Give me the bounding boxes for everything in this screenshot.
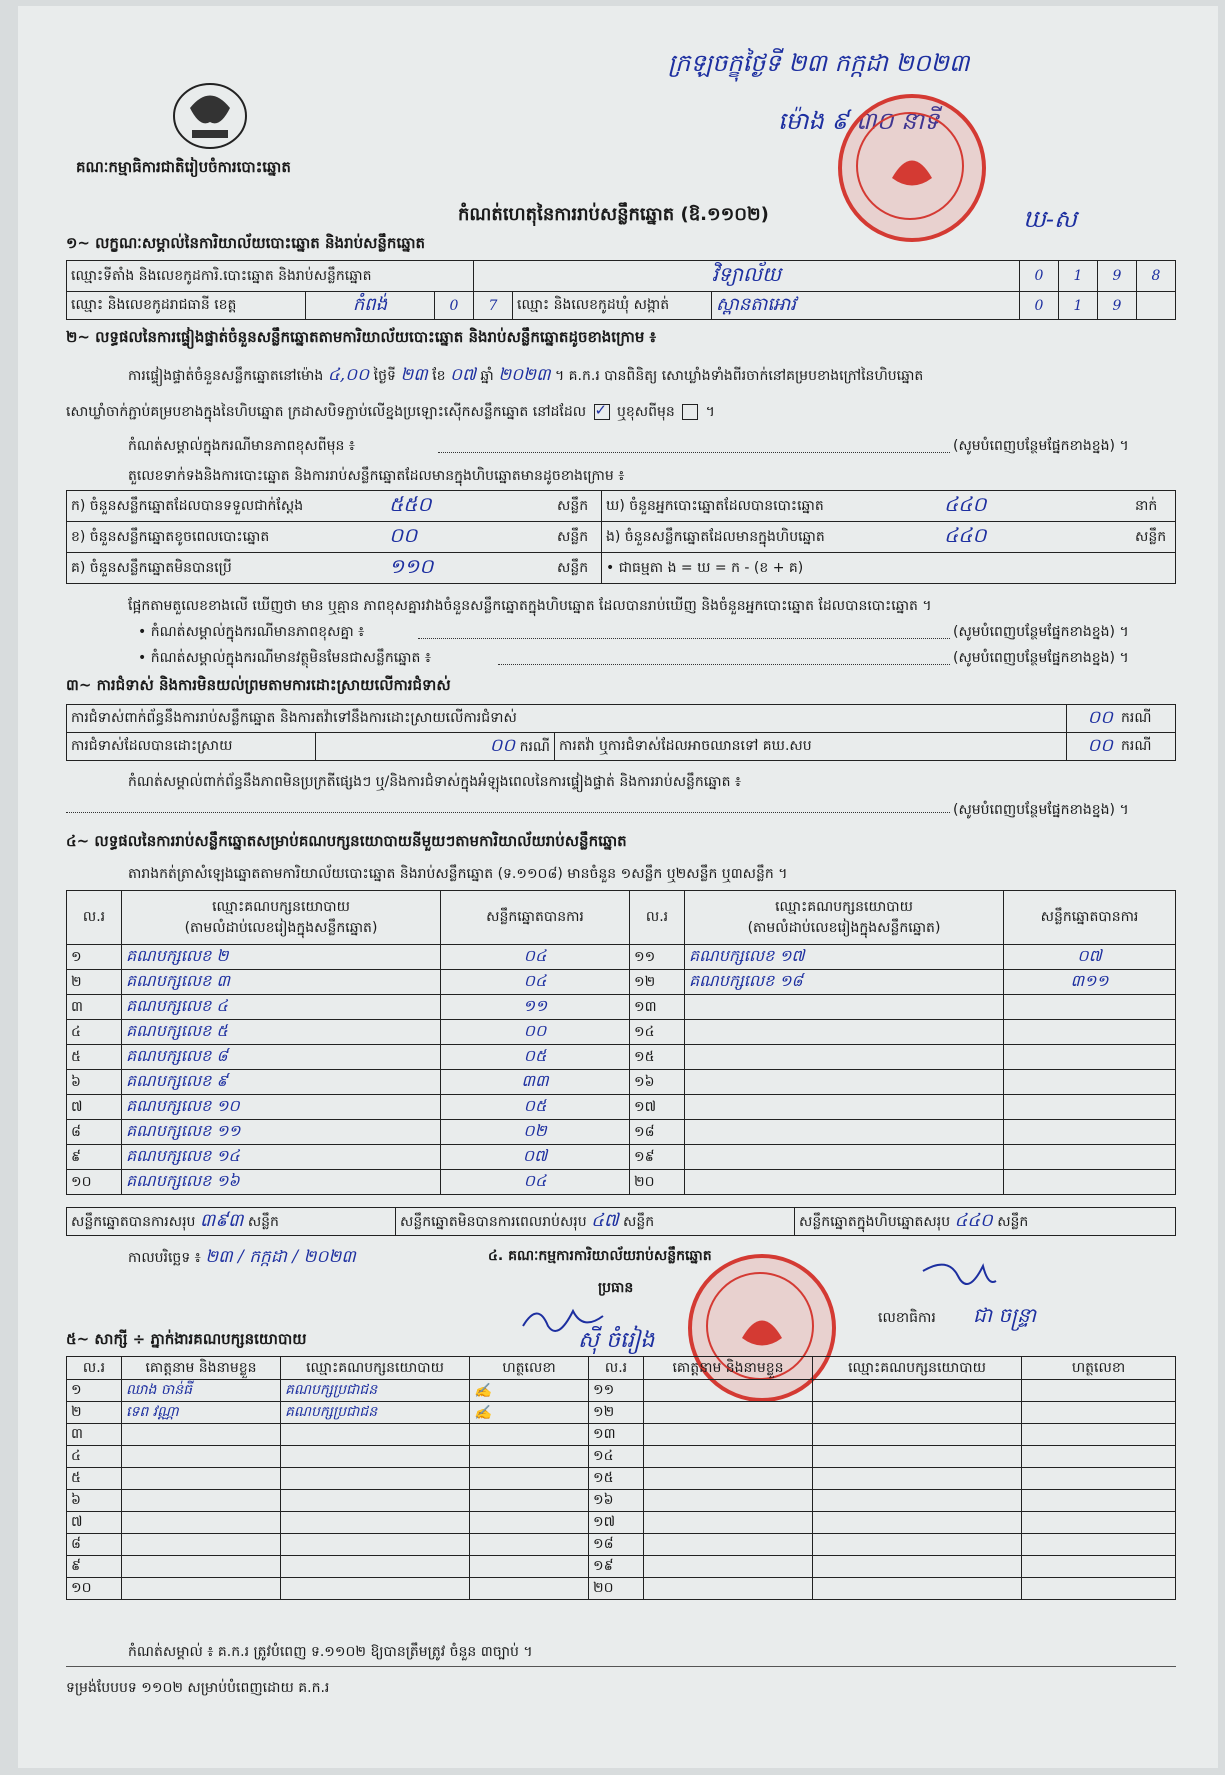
cell-name [644, 1446, 813, 1468]
objection-row2-label: ការជំទាស់ដែលបានដោះស្រាយ [67, 733, 316, 761]
cell-votes: ០៤ [441, 945, 630, 970]
total-box-cell [795, 1208, 1176, 1236]
cell-votes [1004, 1020, 1176, 1045]
total-invalid-cell [396, 1208, 795, 1236]
time-value: ៤,០០ [327, 365, 370, 385]
cell-party: គណបក្សលេខ ១១ [122, 1120, 441, 1145]
table-row [67, 1534, 1176, 1556]
bullet-1: • កំណត់សម្គាល់ក្នុងករណីមានភាពខុសគ្នា ៖ [138, 624, 365, 640]
cell-party [813, 1578, 1022, 1600]
cell-votes: ០៥ [441, 1045, 630, 1070]
cell-party: គណបក្សលេខ ៤ [122, 995, 441, 1020]
station-value: វិទ្យាល័យ [474, 261, 1020, 292]
station-info-table [66, 260, 1176, 320]
section5-title: ៥~ សាក្សី ÷ ភ្នាក់ងារគណបក្សនយោបាយ [66, 1330, 307, 1348]
cell-votes: ០២ [441, 1120, 630, 1145]
table-row [67, 1120, 1176, 1145]
cell-name [644, 1468, 813, 1490]
cell-votes [1004, 1120, 1176, 1145]
cell-sign [470, 1446, 589, 1468]
cell-name [644, 1380, 813, 1402]
unit-case: ករណី [1117, 733, 1176, 761]
cell-sign [1022, 1578, 1176, 1600]
intro-text-2: ។ គ.ក.រ បានពិនិត្យ សោឃ្លាំងទាំងពីរចាក់នៅគម្របខាងក្រៅនៃហិបឆ្នោត [554, 368, 924, 384]
cell-votes: ០៤ [441, 1170, 630, 1195]
cell-party [813, 1556, 1022, 1578]
cell-no: ១ [67, 945, 122, 970]
section2-title: ២~ លទ្ធផលនៃការផ្ទៀងផ្ទាត់ចំនួនសន្លឹកឆ្នោតតាមការិយាល័យបោះឆ្នោត និងរាប់សន្លឹកឆ្នោតដូចខាងក្រោម ៖ [66, 328, 657, 346]
table-row [67, 1145, 1176, 1170]
cell-sign [470, 1578, 589, 1600]
cell-party: គណបក្សលេខ ១៤ [122, 1145, 441, 1170]
fill-hint: (សូមបំពេញបន្ថែមផ្នែកខាងខ្នង) ។ [953, 624, 1129, 640]
cell-no: ១៤ [630, 1020, 685, 1045]
cell-votes: ០៤ [441, 970, 630, 995]
col-party: ឈ្មោះគណបក្សនយោបាយ [281, 1357, 470, 1380]
commune-value: ស្ពានតាអោវ [712, 292, 1020, 320]
secretary-signature [918, 1256, 998, 1310]
cell-no: ៨ [67, 1120, 122, 1145]
results-totals [66, 1207, 1176, 1236]
table-row [67, 1380, 1176, 1402]
table-row [67, 1512, 1176, 1534]
cell-party [685, 1045, 1004, 1070]
day-value: ២៣ [400, 365, 428, 385]
row-d-value: ៤៤០ [940, 491, 1131, 522]
total-invalid-value: ៤៧ [591, 1210, 619, 1231]
province-digit: 7 [474, 292, 513, 320]
table-row [67, 995, 1176, 1020]
cell-no: ១ [67, 1380, 122, 1402]
col-party [685, 891, 1004, 945]
handwritten-note: ក្រឡចក្ខុថ្ងៃទី ២៣ កក្កដា ២០២៣ [668, 49, 970, 77]
col-sign: ហត្ថលេខា [470, 1357, 589, 1380]
cell-sign [470, 1424, 589, 1446]
difference-note-line [438, 452, 950, 453]
unit-sheet: សន្លឹក [997, 1214, 1029, 1230]
fill-hint: (សូមបំពេញបន្ថែមផ្នែកខាងខ្នង) ។ [953, 438, 1129, 454]
station-digit: 1 [1059, 261, 1098, 292]
cell-no: ១៨ [630, 1120, 685, 1145]
intro-text-4: ឬខុសពីមុន [617, 404, 675, 420]
doc-title: កំណត់ហេតុនៃការរាប់សន្លឹកឆ្នោត (ឱ.១១០២) [458, 204, 769, 225]
date-value: ២៣ / កក្កដា / ២០២៣ [205, 1247, 356, 1267]
row-b-value: ០០ [385, 522, 553, 553]
cell-no: ៧ [67, 1095, 122, 1120]
cell-sign [470, 1512, 589, 1534]
cell-party: គណបក្សលេខ ១០ [122, 1095, 441, 1120]
cell-name [644, 1534, 813, 1556]
cell-no: ១៣ [589, 1424, 644, 1446]
section3-title: ៣~ ការជំទាស់ និងការមិនយល់ព្រមតាមការដោះស្រាយលើការជំទាស់ [66, 676, 451, 694]
official-stamp-top [838, 94, 986, 242]
different-checkbox[interactable] [682, 404, 698, 420]
total-valid-label: សន្លឹកឆ្នោតបានការសរុប [71, 1214, 196, 1230]
province-label: ឈ្មោះ និងលេខកូដរាជធានី ខេត្ត [67, 292, 306, 320]
cell-party [813, 1490, 1022, 1512]
objection-row2b-label: ការតវ៉ា ឬការជំទាស់ដែលអាចឈានទៅ គឃ.សប [555, 733, 1067, 761]
cell-name [122, 1446, 281, 1468]
cell-party: គណបក្សលេខ ១៨ [685, 970, 1004, 995]
cell-name [122, 1490, 281, 1512]
cell-party [813, 1534, 1022, 1556]
cell-party: គណបក្សលេខ ៥ [122, 1020, 441, 1045]
bullet-2: • កំណត់សម្គាល់ក្នុងករណីមានវត្ថុមិនមែនជាសន្លឹកឆ្នោត ៖ [138, 650, 431, 666]
row-b-label: ខ) ចំនួនសន្លឹកឆ្នោតខូចពេលបោះឆ្នោត [67, 522, 386, 553]
cell-party [813, 1380, 1022, 1402]
cell-party [281, 1490, 470, 1512]
cell-sign [1022, 1468, 1176, 1490]
cell-name [122, 1534, 281, 1556]
total-box-label: សន្លឹកឆ្នោតក្នុងហិបឆ្នោតសរុប [799, 1214, 951, 1230]
row-a-label: ក) ចំនួនសន្លឹកឆ្នោតដែលបានទទួលជាក់ស្តែង [67, 491, 386, 522]
col-party-sub: (តាមលំដាប់លេខរៀងក្នុងសន្លឹកឆ្នោត) [184, 919, 378, 936]
org-name: គណៈកម្មាធិការជាតិរៀបចំការបោះឆ្នោត [76, 158, 291, 176]
col-name: គោត្តនាម និងនាមខ្លួន [644, 1357, 813, 1380]
cell-party [813, 1468, 1022, 1490]
cell-no: ២ [67, 1402, 122, 1424]
cell-party: គណបក្សប្រជាជន [281, 1402, 470, 1424]
station-digit: 9 [1098, 261, 1137, 292]
cell-votes [1004, 1095, 1176, 1120]
cell-no: ៦ [67, 1070, 122, 1095]
cell-sign [470, 1556, 589, 1578]
col-votes: សន្លឹកឆ្នោតបានការ [441, 891, 630, 945]
unit-sheet: សន្លឹក [553, 522, 602, 553]
cell-no: ១៦ [589, 1490, 644, 1512]
cell-no: ១៩ [630, 1145, 685, 1170]
total-invalid-label: សន្លឹកឆ្នោតមិនបានការពេលរាប់សរុប [400, 1214, 587, 1230]
cell-party [685, 1070, 1004, 1095]
col-party [122, 891, 441, 945]
cell-name [122, 1424, 281, 1446]
table-row [67, 1578, 1176, 1600]
station-digit: 0 [1020, 261, 1059, 292]
check-line: ផ្អែកតាមតួលេខខាងលើ ឃើញថា មាន ឬគ្មាន ភាពខុសគ្នារវាងចំនួនសន្លឹកឆ្នោតក្នុងហិបឆ្នោត ដែលបានរាប់ឃើញ និងចំនួនអ្នកបោះឆ្នោត ដែលបានបោះឆ្នោត ។ [128, 598, 932, 614]
row-e-value: ៤៤០ [940, 522, 1131, 553]
cell-party [281, 1446, 470, 1468]
cell-sign: ✍ [470, 1380, 589, 1402]
cell-votes [1004, 1170, 1176, 1195]
table-row [67, 970, 1176, 995]
cell-party: គណបក្សប្រជាជន [281, 1380, 470, 1402]
col-votes: សន្លឹកឆ្នោតបានការ [1004, 891, 1176, 945]
cell-name [644, 1578, 813, 1600]
intro-text-3: សោឃ្លាំចាក់ភ្ជាប់គម្របខាងក្នុងនៃហិបឆ្នោត ក្រដាសបិទភ្ជាប់លើខ្នងប្រឡោះស៊ើកសន្លឹកឆ្នោត នៅដដែល [66, 404, 587, 420]
cell-party [685, 995, 1004, 1020]
cell-party [281, 1534, 470, 1556]
objection-row1-value: ០០ [1066, 705, 1117, 733]
cell-party [685, 1145, 1004, 1170]
cell-no: ៥ [67, 1045, 122, 1070]
cell-votes: ០៧ [1004, 945, 1176, 970]
row-e-label: ង) ចំនួនសន្លឹកឆ្នោតដែលមានក្នុងហិបឆ្នោត [602, 522, 941, 553]
section4-title: ៤~ លទ្ធផលនៃការរាប់សន្លឹកឆ្នោតសម្រាប់គណបក្សនយោបាយនីមួយៗតាមការិយាល័យរាប់សន្លឹកឆ្នោត [66, 832, 627, 850]
objection-row2-cell [316, 733, 555, 761]
cell-party: គណបក្សលេខ ២ [122, 945, 441, 970]
unit-sheet: សន្លឹក [553, 491, 602, 522]
witness-table [66, 1356, 1176, 1600]
col-party: ឈ្មោះគណបក្សនយោបាយ [813, 1357, 1022, 1380]
formula: • ជាធម្មតា ង = ឃ = ក - (ខ + គ) [602, 553, 1176, 584]
objection-row1-label: ការជំទាស់ពាក់ព័ន្ធនឹងការរាប់សន្លឹកឆ្នោត និងការតវ៉ាទៅនឹងការដោះស្រាយលើការជំទាស់ [67, 705, 1067, 733]
cell-party: គណបក្សលេខ ១៧ [685, 945, 1004, 970]
cell-party [281, 1578, 470, 1600]
col-sign: ហត្ថលេខា [1022, 1357, 1176, 1380]
commune-digit: 1 [1059, 292, 1098, 320]
cell-sign [1022, 1556, 1176, 1578]
cell-party: គណបក្សលេខ ៨ [122, 1045, 441, 1070]
handwritten-note-2: ម៉ោង ៩ ៣០ នាទី [778, 107, 940, 135]
unit-case: ករណី [1117, 705, 1176, 733]
cell-party [281, 1512, 470, 1534]
col-party-sub: (តាមលំដាប់លេខរៀងក្នុងសន្លឹកឆ្នោត) [747, 919, 941, 936]
cell-no: ៧ [67, 1512, 122, 1534]
cell-votes: ០៧ [441, 1145, 630, 1170]
cell-party [813, 1512, 1022, 1534]
bullet-2-line [498, 664, 950, 665]
cell-no: ១៩ [589, 1556, 644, 1578]
unit-sheet: សន្លឹក [247, 1214, 279, 1230]
objection-row2-value: ០០ [489, 735, 516, 756]
cell-sign [1022, 1534, 1176, 1556]
row-c-value: ១១០ [385, 553, 553, 584]
cell-no: ១២ [630, 970, 685, 995]
cell-no: ១១ [589, 1380, 644, 1402]
cell-no: ១៧ [589, 1512, 644, 1534]
cell-no: ៣ [67, 995, 122, 1020]
cell-no: ១៧ [630, 1095, 685, 1120]
section4-sub: តារាងកត់ត្រាសំឡេងឆ្នោតតាមការិយាល័យបោះឆ្នោត និងរាប់សន្លឹកឆ្នោត (ទ.១១០៨) មានចំនួន ១សន្លឹក ឬ២សន្លឹក ឬ៣សន្លឹក ។ [128, 866, 788, 882]
col-name: គោត្តនាម និងនាមខ្លួន [122, 1357, 281, 1380]
table-row [67, 1045, 1176, 1070]
chair-signature [518, 1296, 608, 1350]
table-row [67, 1424, 1176, 1446]
section1-title: ១~ លក្ខណៈសម្គាល់នៃការិយាល័យបោះឆ្នោត និងរាប់សន្លឹកឆ្នោត [66, 234, 426, 252]
cell-votes: ១១ [441, 995, 630, 1020]
section3-note: កំណត់សម្គាល់ពាក់ព័ន្ធនឹងភាពមិនប្រក្រតីផ្សេងៗ ឬ/និងការជំទាស់ក្នុងអំឡុងពេលនៃការផ្ទៀងផ្ទាត់ និងការរាប់សន្លឹកឆ្នោត ៖ [128, 774, 742, 790]
unit-sheet: សន្លឹក [1131, 522, 1176, 553]
cell-party [281, 1424, 470, 1446]
commune-digit: 9 [1098, 292, 1137, 320]
unit-sheet: សន្លឹក [623, 1214, 655, 1230]
cell-no: ១៥ [630, 1045, 685, 1070]
cell-no: ៤ [67, 1020, 122, 1045]
count-intro: តួលេខទាក់ទងនិងការបោះឆ្នោត និងការរាប់សន្លឹកឆ្នោតដែលមានក្នុងហិបឆ្នោតមានដូចខាងក្រោម ៖ [128, 468, 625, 484]
col-no: ល.រ [67, 891, 122, 945]
count-table [66, 490, 1176, 584]
cell-no: ១៨ [589, 1534, 644, 1556]
total-box-value: ៤៤០ [954, 1210, 993, 1231]
unit-person: នាក់ [1131, 491, 1176, 522]
cell-no: ១០ [67, 1170, 122, 1195]
cell-sign [470, 1490, 589, 1512]
cell-name: ឈាង ចាន់ធី [122, 1380, 281, 1402]
cell-votes: ៣១១ [1004, 970, 1176, 995]
commission-label: ៤. គណៈកម្មការការិយាល័យរាប់សន្លឹកឆ្នោត [488, 1248, 712, 1264]
total-valid-value: ៣៩៣ [199, 1210, 244, 1231]
cell-votes [1004, 1145, 1176, 1170]
table-row [67, 1095, 1176, 1120]
cell-party [281, 1468, 470, 1490]
chair-name: ស៊ី ចំរៀង [578, 1328, 655, 1353]
col-party-title: ឈ្មោះគណបក្សនយោបាយ [775, 898, 913, 915]
chair-label: ប្រធាន [598, 1280, 634, 1296]
cell-votes [1004, 1070, 1176, 1095]
section3-note-line [66, 812, 950, 813]
secretary-name: ជា ចន្ទ្រា [973, 1303, 1037, 1327]
intro-month: ខែ [432, 368, 446, 384]
month-value: ០៧ [449, 365, 476, 385]
results-table [66, 890, 1176, 1195]
cell-party [813, 1402, 1022, 1424]
cell-sign [1022, 1424, 1176, 1446]
section2-intro-line1 [128, 364, 923, 389]
cell-no: ៥ [67, 1468, 122, 1490]
fill-hint: (សូមបំពេញបន្ថែមផ្នែកខាងខ្នង) ។ [953, 802, 1129, 818]
row-d-label: ឃ) ចំនួនអ្នកបោះឆ្នោតដែលបានបោះឆ្នោត [602, 491, 941, 522]
year-value: ២០២៣ [498, 365, 551, 385]
cell-no: ១៦ [630, 1070, 685, 1095]
cell-no: ២០ [589, 1578, 644, 1600]
table-row [67, 1556, 1176, 1578]
cell-no: ៤ [67, 1446, 122, 1468]
nec-logo [170, 78, 250, 154]
intro-day: ថ្ងៃទី [373, 368, 396, 384]
station-label: ឈ្មោះទីតាំង និងលេខកូដការិ.បោះឆ្នោត និងរាប់សន្លឹកឆ្នោត [67, 261, 474, 292]
cell-sign [1022, 1490, 1176, 1512]
station-digit: 8 [1137, 261, 1176, 292]
cell-name: ទេព វណ្ណា [122, 1402, 281, 1424]
cell-no: ៩ [67, 1145, 122, 1170]
col-no: ល.រ [589, 1357, 644, 1380]
row-c-label: គ) ចំនួនសន្លឹកឆ្នោតមិនបានប្រើ [67, 553, 386, 584]
cell-party [281, 1556, 470, 1578]
cell-votes: ០០ [441, 1020, 630, 1045]
table-row [67, 1402, 1176, 1424]
election-form-page [18, 6, 1218, 1768]
cell-party [813, 1424, 1022, 1446]
cell-votes: ០៥ [441, 1095, 630, 1120]
col-party-title: ឈ្មោះគណបក្សនយោបាយ [212, 898, 350, 915]
cell-sign [1022, 1446, 1176, 1468]
cell-name [644, 1490, 813, 1512]
cell-sign [1022, 1402, 1176, 1424]
commune-digit: 0 [1020, 292, 1059, 320]
cell-no: ៨ [67, 1534, 122, 1556]
date-line [128, 1246, 356, 1271]
cell-party [685, 1120, 1004, 1145]
bullet-1-line [418, 638, 950, 639]
table-row [67, 1020, 1176, 1045]
footnote: កំណត់សម្គាល់ ៖ គ.ក.រ ត្រូវបំពេញ ទ.១១០២ ឱ្យបានត្រឹមត្រូវ ចំនួន ៣ច្បាប់ ។ [128, 1644, 533, 1660]
date-label: កាលបរិច្ឆេទ ៖ [128, 1250, 201, 1266]
cell-no: ៩ [67, 1556, 122, 1578]
secretary-label: លេខាធិការ [878, 1310, 936, 1326]
objection-row2b-value: ០០ [1066, 733, 1117, 761]
cell-no: ៣ [67, 1424, 122, 1446]
table-row [67, 945, 1176, 970]
cell-name [644, 1512, 813, 1534]
cell-no: ១២ [589, 1402, 644, 1424]
cell-name [122, 1468, 281, 1490]
cell-name [122, 1512, 281, 1534]
cell-party [685, 1020, 1004, 1045]
province-value: កំពង់ [306, 292, 435, 320]
total-valid-cell [67, 1208, 396, 1236]
footer-divider [66, 1666, 1176, 1667]
cell-votes [1004, 1045, 1176, 1070]
col-no: ល.រ [67, 1357, 122, 1380]
section2-intro-line2: សោឃ្លាំចាក់ភ្ជាប់គម្របខាងក្នុងនៃហិបឆ្នោត ក្រដាសបិទភ្ជាប់លើខ្នងប្រឡោះស៊ើកសន្លឹកឆ្នោត នៅដដែល ✓ ឬខុសពីមុន ។ [66, 402, 715, 423]
cell-name [122, 1556, 281, 1578]
cell-party: គណបក្សលេខ ៣ [122, 970, 441, 995]
commune-label: ឈ្មោះ និងលេខកូដឃុំ សង្កាត់ [513, 292, 712, 320]
col-no: ល.រ [630, 891, 685, 945]
objection-table [66, 704, 1176, 761]
cell-sign [470, 1468, 589, 1490]
unit-case: ករណី [519, 739, 550, 755]
unit-sheet: សន្លឹក [553, 553, 602, 584]
cell-votes [1004, 995, 1176, 1020]
cell-sign [470, 1534, 589, 1556]
cell-sign [1022, 1512, 1176, 1534]
intro-year: ឆ្នាំ [480, 368, 494, 384]
cell-sign [1022, 1380, 1176, 1402]
table-row [67, 1170, 1176, 1195]
cell-no: ២០ [630, 1170, 685, 1195]
table-row [67, 1490, 1176, 1512]
cell-no: ១៤ [589, 1446, 644, 1468]
cell-no: ១៣ [630, 995, 685, 1020]
cell-party [685, 1170, 1004, 1195]
cell-name [122, 1578, 281, 1600]
table-row [67, 1468, 1176, 1490]
cell-name [644, 1402, 813, 1424]
intro-text: ការផ្ទៀងផ្ទាត់ចំនួនសន្លឹកឆ្នោតនៅម៉ោង [128, 368, 324, 384]
table-row [67, 1446, 1176, 1468]
province-digit: 0 [435, 292, 474, 320]
cell-party: គណបក្សលេខ ៩ [122, 1070, 441, 1095]
handwritten-note-3: ឃ-ស [1023, 205, 1077, 233]
footer: ទម្រង់បែបបទ ១១០២ សម្រាប់បំពេញដោយ គ.ក.រ [66, 1680, 330, 1696]
cell-no: ៦ [67, 1490, 122, 1512]
cell-no: ១០ [67, 1578, 122, 1600]
cell-party: គណបក្សលេខ ១៦ [122, 1170, 441, 1195]
same-checkbox[interactable] [594, 404, 610, 420]
cell-no: ១៥ [589, 1468, 644, 1490]
cell-sign: ✍ [470, 1402, 589, 1424]
fill-hint: (សូមបំពេញបន្ថែមផ្នែកខាងខ្នង) ។ [953, 650, 1129, 666]
cell-party [813, 1446, 1022, 1468]
cell-no: ២ [67, 970, 122, 995]
cell-no: ១១ [630, 945, 685, 970]
cell-party [685, 1095, 1004, 1120]
table-row [67, 1070, 1176, 1095]
cell-name [644, 1556, 813, 1578]
row-a-value: ៥៥០ [385, 491, 553, 522]
difference-note-label: កំណត់សម្គាល់ក្នុងករណីមានភាពខុសពីមុន ៖ [128, 438, 355, 454]
cell-votes: ៣៣ [441, 1070, 630, 1095]
cell-name [644, 1424, 813, 1446]
